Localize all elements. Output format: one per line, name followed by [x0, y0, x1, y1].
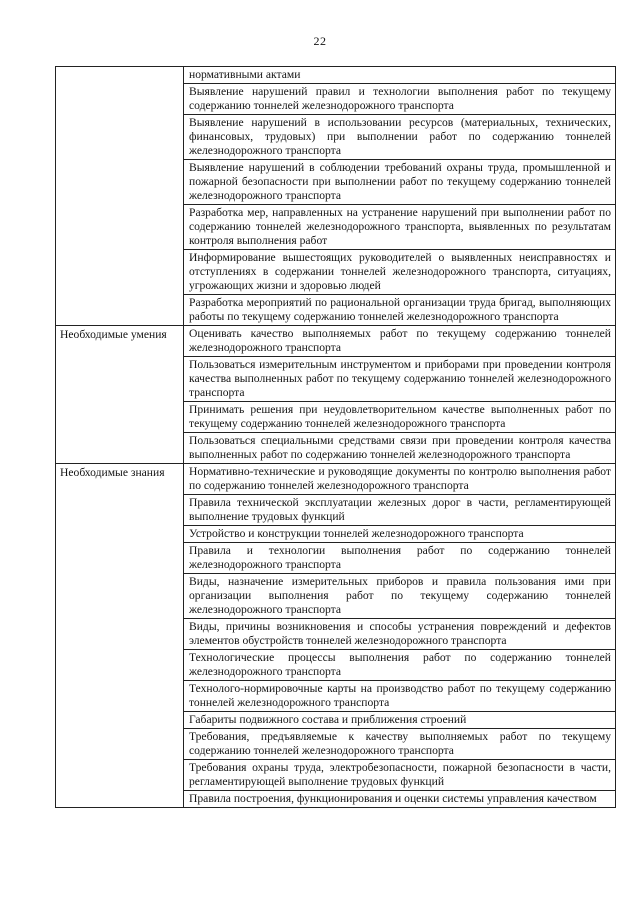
- item-cell: Требования, предъявляемые к качеству выполняемых работ по текущему содержанию тоннелей железнодорожного транспорта: [184, 729, 616, 760]
- category-cell: Необходимые умения: [56, 326, 184, 464]
- item-cell: Пользоваться специальными средствами связи при проведении контроля качества выполненных работ по содержанию тоннелей железнодорожного транспорта: [184, 433, 616, 464]
- table-row: [56, 464, 616, 495]
- item-cell: Выявление нарушений правил и технологии выполнения работ по текущему содержанию тоннелей железнодорожного транспорта: [184, 84, 616, 115]
- table-row: [56, 67, 616, 84]
- item-cell: Разработка мероприятий по рациональной организации труда бригад, выполняющих работы по текущему содержанию тоннелей железнодорожного транспорта: [184, 295, 616, 326]
- item-cell: Устройство и конструкции тоннелей железнодорожного транспорта: [184, 526, 616, 543]
- item-cell: Выявление нарушений в соблюдении требований охраны труда, промышленной и пожарной безопасности при выполнении работ по текущему содержанию тоннелей железнодорожного транспорта: [184, 160, 616, 205]
- item-cell: нормативными актами: [184, 67, 616, 84]
- competency-table: [55, 66, 616, 808]
- page-number: 22: [313, 34, 327, 48]
- item-cell: Технолого-нормировочные карты на производство работ по текущему содержанию тоннелей железнодорожного транспорта: [184, 681, 616, 712]
- category-cell: Необходимые знания: [56, 464, 184, 808]
- table-row: [56, 326, 616, 357]
- item-cell: Пользоваться измерительным инструментом и приборами при проведении контроля качества выполненных работ по текущему содержанию тоннелей железнодорожного транспорта: [184, 357, 616, 402]
- item-cell: Правила и технологии выполнения работ по содержанию тоннелей железнодорожного транспорта: [184, 543, 616, 574]
- item-cell: Принимать решения при неудовлетворительном качестве выполненных работ по текущему содержанию тоннелей железнодорожного транспорта: [184, 402, 616, 433]
- item-cell: Виды, назначение измерительных приборов и правила пользования ими при организации выполнения работ по текущему содержанию тоннелей железнодорожного транспорта: [184, 574, 616, 619]
- item-cell: Разработка мер, направленных на устранение нарушений при выполнении работ по содержанию тоннелей железнодорожного транспорта, выявленных по результатам контроля выполнения работ: [184, 205, 616, 250]
- item-cell: Информирование вышестоящих руководителей о выявленных неисправностях и отступлениях в содержании тоннелей железнодорожного транспорта, ситуациях, угрожающих жизни и здоровью людей: [184, 250, 616, 295]
- category-cell: [56, 67, 184, 326]
- item-cell: Виды, причины возникновения и способы устранения повреждений и дефектов элементов обустройств тоннелей железнодорожного транспорта: [184, 619, 616, 650]
- item-cell: Требования охраны труда, электробезопасности, пожарной безопасности в части, регламентирующей выполнение трудовых функций: [184, 760, 616, 791]
- item-cell: Габариты подвижного состава и приближения строений: [184, 712, 616, 729]
- item-cell: Правила технической эксплуатации железных дорог в части, регламентирующей выполнение трудовых функций: [184, 495, 616, 526]
- item-cell: Правила построения, функционирования и оценки системы управления качеством: [184, 791, 616, 808]
- item-cell: Нормативно-технические и руководящие документы по контролю выполнения работ по содержанию тоннелей железнодорожного транспорта: [184, 464, 616, 495]
- item-cell: Технологические процессы выполнения работ по содержанию тоннелей железнодорожного транспорта: [184, 650, 616, 681]
- item-cell: Выявление нарушений в использовании ресурсов (материальных, технических, финансовых, трудовых) при выполнении работ по содержанию тоннелей железнодорожного транспорта: [184, 115, 616, 160]
- item-cell: Оценивать качество выполняемых работ по текущему содержанию тоннелей железнодорожного транспорта: [184, 326, 616, 357]
